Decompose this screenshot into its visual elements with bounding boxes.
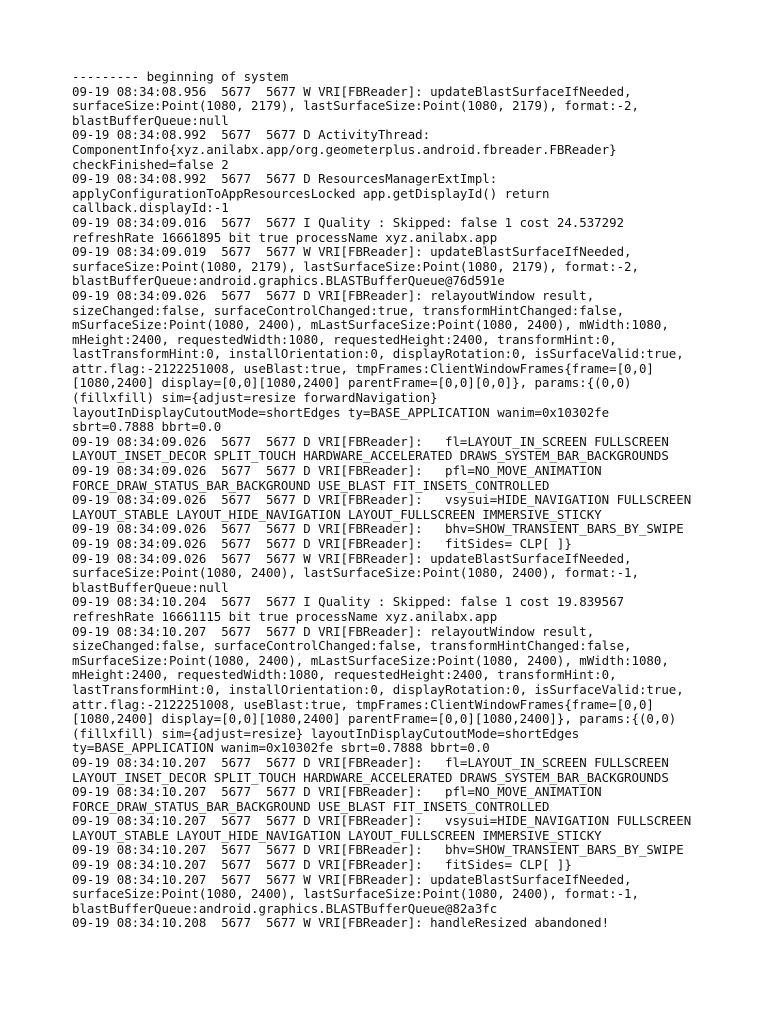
log-line: surfaceSize:Point(1080, 2400), lastSurfaceSize:Point(1080, 2400), format:-1, (72, 886, 639, 902)
log-line: 09-19 08:34:09.016 5677 5677 I Quality : Skipped: false 1 cost 24.537292 (72, 214, 625, 230)
log-line: lastTransformHint:0, installOrientation:0, displayRotation:0, isSurfaceValid:true, (72, 681, 684, 697)
log-line: [1080,2400] display=[0,0][1080,2400] parentFrame=[0,0][0,0]}, params:{(0,0) (72, 375, 632, 391)
log-line: mHeight:2400, requestedWidth:1080, requestedHeight:2400, transformHint:0, (72, 667, 617, 683)
log-line: blastBufferQueue:android.graphics.BLASTBufferQueue@82a3fc (72, 900, 498, 916)
log-line: 09-19 08:34:10.207 5677 5677 D VRI[FBReader]: fitSides= CLP[ ]} (72, 857, 572, 873)
log-section-header: --------- beginning of system (72, 69, 289, 84)
log-line: blastBufferQueue:null (72, 112, 229, 128)
log-line: 09-19 08:34:08.956 5677 5677 W VRI[FBReader]: updateBlastSurfaceIfNeeded, (72, 83, 632, 99)
log-line: surfaceSize:Point(1080, 2179), lastSurfaceSize:Point(1080, 2179), format:-2, (72, 258, 639, 274)
log-line: sizeChanged:false, surfaceControlChanged:true, transformHintChanged:false, (72, 302, 625, 318)
log-line: callback.displayId:-1 (72, 200, 229, 216)
log-line: 09-19 08:34:09.026 5677 5677 D VRI[FBReader]: vsysui=HIDE_NAVIGATION FULLSCREEN (72, 492, 692, 508)
log-line: surfaceSize:Point(1080, 2179), lastSurfaceSize:Point(1080, 2179), format:-2, (72, 98, 639, 114)
log-line: attr.flag:-2122251008, useBlast:true, tmpFrames:ClientWindowFrames{frame=[0,0] (72, 360, 654, 376)
log-line: 09-19 08:34:09.026 5677 5677 D VRI[FBReader]: bhv=SHOW_TRANSIENT_BARS_BY_SWIPE (72, 521, 684, 537)
log-line: ty=BASE_APPLICATION wanim=0x10302fe sbrt=0.7888 bbrt=0.0 (72, 740, 490, 756)
log-line: (fillxfill) sim={adjust=resize} layoutInDisplayCutoutMode=shortEdges (72, 725, 580, 741)
log-line: 09-19 08:34:09.026 5677 5677 D VRI[FBReader]: fitSides= CLP[ ]} (72, 536, 572, 551)
log-line: 09-19 08:34:09.026 5677 5677 W VRI[FBReader]: updateBlastSurfaceIfNeeded, (72, 550, 632, 566)
log-line: checkFinished=false 2 (72, 156, 229, 172)
log-line: 09-19 08:34:09.026 5677 5677 D VRI[FBReader]: pfl=NO_MOVE_ANIMATION (72, 463, 602, 479)
log-line: LAYOUT_INSET_DECOR SPLIT_TOUCH HARDWARE_ACCELERATED DRAWS_SYSTEM_BAR_BACKGROUNDS (72, 769, 669, 785)
log-line: LAYOUT_INSET_DECOR SPLIT_TOUCH HARDWARE_ACCELERATED DRAWS_SYSTEM_BAR_BACKGROUNDS (72, 448, 669, 464)
log-line: 09-19 08:34:10.207 5677 5677 D VRI[FBReader]: fl=LAYOUT_IN_SCREEN FULLSCREEN (72, 754, 669, 770)
log-line: attr.flag:-2122251008, useBlast:true, tmpFrames:ClientWindowFrames{frame=[0,0] (72, 696, 654, 712)
log-line: sizeChanged:false, surfaceControlChanged:false, transformHintChanged:false, (72, 638, 632, 654)
log-line: 09-19 08:34:09.019 5677 5677 W VRI[FBReader]: updateBlastSurfaceIfNeeded, (72, 244, 632, 260)
log-line: sbrt=0.7888 bbrt=0.0 (72, 419, 222, 435)
log-line: (fillxfill) sim={adjust=resize forwardNavigation} (72, 390, 438, 406)
log-line: blastBufferQueue:null (72, 579, 229, 595)
log-line: 09-19 08:34:10.207 5677 5677 W VRI[FBReader]: updateBlastSurfaceIfNeeded, (72, 871, 632, 887)
log-line: 09-19 08:34:09.026 5677 5677 D VRI[FBReader]: relayoutWindow result, (72, 287, 595, 303)
log-line: 09-19 08:34:09.026 5677 5677 D VRI[FBReader]: fl=LAYOUT_IN_SCREEN FULLSCREEN (72, 433, 669, 449)
log-line: [1080,2400] display=[0,0][1080,2400] parentFrame=[0,0][1080,2400]}, params:{(0,0) (72, 711, 677, 727)
log-line: applyConfigurationToAppResourcesLocked app.getDisplayId() return (72, 185, 550, 201)
log-line: 09-19 08:34:08.992 5677 5677 D ResourcesManagerExtImpl: (72, 171, 498, 187)
log-line: lastTransformHint:0, installOrientation:0, displayRotation:0, isSurfaceValid:true, (72, 346, 684, 362)
log-line: LAYOUT_STABLE LAYOUT_HIDE_NAVIGATION LAYOUT_FULLSCREEN IMMERSIVE_STICKY (72, 506, 602, 522)
log-line: surfaceSize:Point(1080, 2400), lastSurfaceSize:Point(1080, 2400), format:-1, (72, 565, 639, 581)
log-line: blastBufferQueue:android.graphics.BLASTBufferQueue@76d591e (72, 273, 505, 289)
log-line: refreshRate 16661895 bit true processName xyz.anilabx.app (72, 229, 498, 245)
log-line: FORCE_DRAW_STATUS_BAR_BACKGROUND USE_BLAST FIT_INSETS_CONTROLLED (72, 798, 550, 814)
log-line: mSurfaceSize:Point(1080, 2400), mLastSurfaceSize:Point(1080, 2400), mWidth:1080, (72, 317, 669, 333)
log-line: 09-19 08:34:10.207 5677 5677 D VRI[FBReader]: relayoutWindow result, (72, 623, 595, 639)
log-line: 09-19 08:34:10.207 5677 5677 D VRI[FBReader]: bhv=SHOW_TRANSIENT_BARS_BY_SWIPE (72, 842, 684, 858)
log-line: mHeight:2400, requestedWidth:1080, requestedHeight:2400, transformHint:0, (72, 331, 617, 347)
log-line: 09-19 08:34:08.992 5677 5677 D ActivityThread: (72, 127, 431, 143)
log-line: refreshRate 16661115 bit true processName xyz.anilabx.app (72, 608, 498, 624)
log-line: 09-19 08:34:10.207 5677 5677 D VRI[FBReader]: vsysui=HIDE_NAVIGATION FULLSCREEN (72, 813, 692, 829)
log-line: ComponentInfo{xyz.anilabx.app/org.geometerplus.android.fbreader.FBReader} (72, 141, 617, 157)
log-line: mSurfaceSize:Point(1080, 2400), mLastSurfaceSize:Point(1080, 2400), mWidth:1080, (72, 652, 669, 668)
log-line: FORCE_DRAW_STATUS_BAR_BACKGROUND USE_BLAST FIT_INSETS_CONTROLLED (72, 477, 550, 493)
log-line: 09-19 08:34:10.204 5677 5677 I Quality : Skipped: false 1 cost 19.839567 (72, 594, 625, 610)
log-line: 09-19 08:34:10.207 5677 5677 D VRI[FBReader]: pfl=NO_MOVE_ANIMATION (72, 784, 602, 800)
log-output (72, 70, 728, 931)
log-line: layoutInDisplayCutoutMode=shortEdges ty=BASE_APPLICATION wanim=0x10302fe (72, 404, 610, 420)
log-line: LAYOUT_STABLE LAYOUT_HIDE_NAVIGATION LAYOUT_FULLSCREEN IMMERSIVE_STICKY (72, 827, 602, 843)
log-line: 09-19 08:34:10.208 5677 5677 W VRI[FBReader]: handleResized abandoned! (72, 915, 610, 931)
